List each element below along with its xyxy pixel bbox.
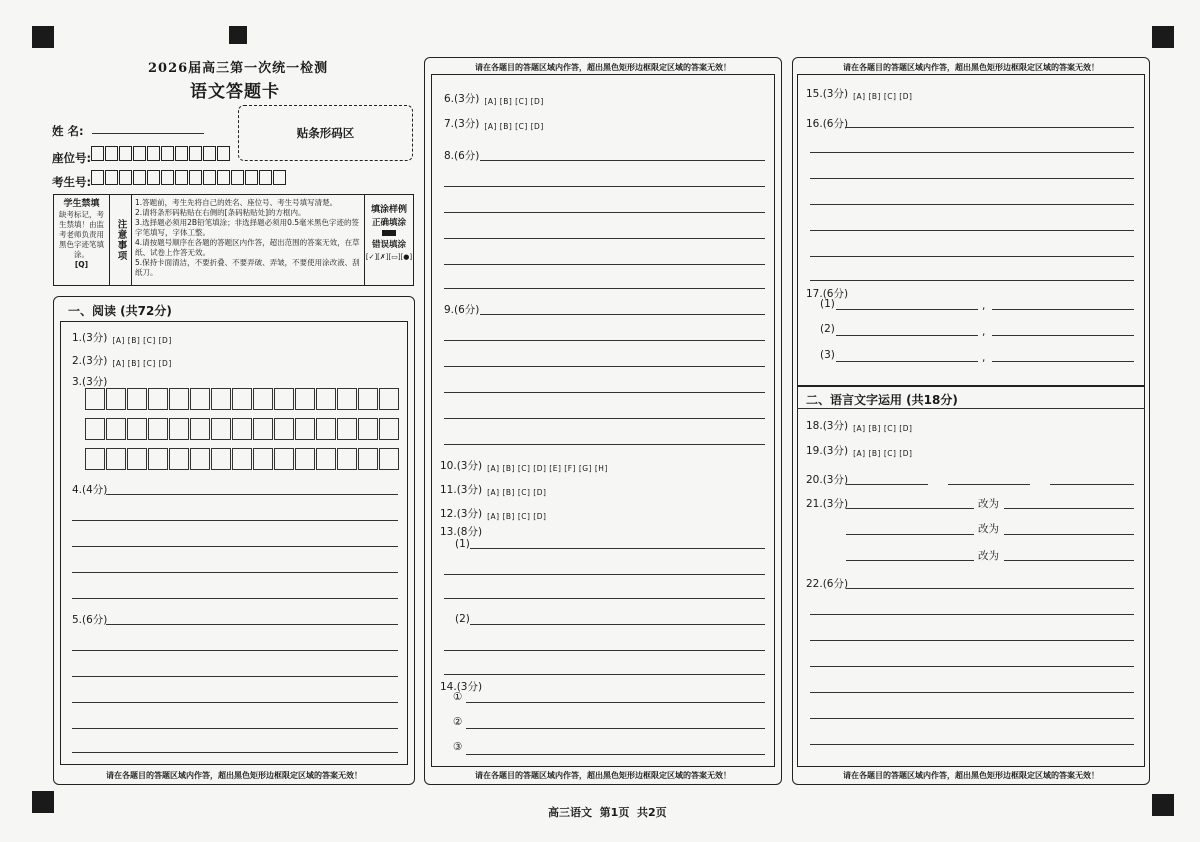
change-to-label: 改为 bbox=[978, 498, 999, 510]
answer-line[interactable] bbox=[466, 702, 765, 703]
answer-line[interactable] bbox=[72, 520, 398, 521]
sub-question-label: (2) bbox=[455, 613, 470, 625]
answer-line[interactable] bbox=[444, 574, 765, 575]
question-14-part-3 bbox=[453, 741, 462, 753]
question-13 bbox=[440, 524, 482, 539]
question-label: 21.(3分) bbox=[806, 498, 849, 510]
answer-line[interactable] bbox=[846, 588, 1134, 589]
question-9 bbox=[444, 302, 479, 317]
question-22 bbox=[806, 576, 848, 591]
rules-box bbox=[53, 194, 414, 286]
answer-line[interactable] bbox=[72, 650, 398, 651]
answer-line[interactable] bbox=[466, 728, 765, 729]
answer-line[interactable] bbox=[846, 508, 974, 509]
choice-options[interactable]: [A] [B] [C] [D] bbox=[484, 122, 544, 131]
question-11 bbox=[440, 482, 546, 497]
question-label: 17.(6分) bbox=[806, 288, 849, 300]
notice-item: 3.选择题必须用2B铅笔填涂；非选择题必须用0.5毫米黑色字迹的签字笔填写，字体工整。 bbox=[135, 218, 359, 237]
answer-line[interactable] bbox=[444, 264, 765, 265]
notice-item: 5.保持卡面清洁，不要折叠、不要弄破、弄皱，不要使用涂改液、刮纸刀。 bbox=[135, 258, 360, 277]
choice-options[interactable]: [A] [B] [C] [D] bbox=[853, 424, 913, 433]
answer-line[interactable] bbox=[444, 366, 765, 367]
answer-line[interactable] bbox=[466, 754, 765, 755]
answer-line[interactable] bbox=[444, 418, 765, 419]
choice-options[interactable]: [A] [B] [C] [D] [E] [F] [G] [H] bbox=[487, 464, 608, 473]
choice-options[interactable]: [A] [B] [C] [D] bbox=[853, 449, 913, 458]
answer-line[interactable] bbox=[72, 752, 398, 753]
fill-sample-cell bbox=[364, 195, 413, 285]
top-notice: 请在各题目的答题区域内作答，超出黑色矩形边框限定区域的答案无效！ bbox=[475, 63, 731, 72]
section2-title: 二、语言文字运用 (共18分) bbox=[806, 393, 958, 407]
column2-panel bbox=[424, 57, 782, 785]
question-label: 9.(6分) bbox=[444, 304, 480, 316]
answer-line[interactable] bbox=[72, 546, 398, 547]
answer-line[interactable] bbox=[444, 212, 765, 213]
card-title: 语文答题卡 bbox=[190, 82, 280, 102]
answer-line[interactable] bbox=[444, 340, 765, 341]
registration-marker bbox=[32, 26, 54, 48]
question-label: 19.(3分) bbox=[806, 445, 849, 457]
sub-question-label: (1) bbox=[455, 538, 470, 550]
sub-question-label: ① bbox=[453, 691, 463, 703]
seat-number-boxes[interactable] bbox=[91, 146, 231, 161]
answer-line[interactable] bbox=[72, 676, 398, 677]
choice-options[interactable]: [A] [B] [C] [D] bbox=[487, 488, 547, 497]
exam-number-boxes[interactable] bbox=[91, 170, 287, 185]
question-13-part-1 bbox=[455, 538, 470, 550]
registration-marker bbox=[1152, 794, 1174, 816]
absent-mark[interactable]: [Q] bbox=[74, 260, 89, 269]
question-5 bbox=[72, 612, 107, 627]
column2-answer-area bbox=[431, 74, 775, 767]
comma-separator: , bbox=[982, 352, 986, 364]
answer-line[interactable] bbox=[106, 494, 398, 495]
change-to-label: 改为 bbox=[978, 523, 999, 535]
question-16 bbox=[806, 116, 848, 131]
answer-line[interactable] bbox=[72, 702, 398, 703]
question-label: 8.(6分) bbox=[444, 150, 480, 162]
question-18 bbox=[806, 418, 912, 433]
wrong-fill-label: 错误填涂 bbox=[371, 240, 406, 250]
notice-item: 4.请按题号顺序在各题的答题区内作答，超出范围的答案无效，在草纸、试卷上作答无效。 bbox=[135, 238, 360, 257]
question-label: 16.(6分) bbox=[806, 118, 849, 130]
answer-line[interactable] bbox=[845, 127, 1134, 128]
answer-line[interactable] bbox=[846, 534, 974, 535]
comma bbox=[982, 326, 985, 338]
question-label: 12.(3分) bbox=[440, 508, 483, 520]
answer-line[interactable] bbox=[846, 560, 974, 561]
bottom-notice: 请在各题目的答题区域内作答，超出黑色矩形边框限定区域的答案无效！ bbox=[843, 771, 1099, 780]
question-label: 13.(8分) bbox=[440, 526, 483, 538]
top-notice: 请在各题目的答题区域内作答，超出黑色矩形边框限定区域的答案无效！ bbox=[843, 63, 1099, 72]
question-21 bbox=[806, 496, 848, 511]
question-label: 14.(3分) bbox=[440, 681, 483, 693]
registration-marker bbox=[229, 26, 247, 44]
question-4 bbox=[72, 482, 107, 497]
question-label: 7.(3分) bbox=[444, 118, 480, 130]
question-3 bbox=[72, 374, 107, 389]
registration-marker bbox=[1152, 26, 1174, 48]
question-label: 3.(3分) bbox=[72, 376, 108, 388]
question-15 bbox=[806, 86, 912, 101]
question-12 bbox=[440, 506, 546, 521]
answer-line[interactable] bbox=[810, 744, 1134, 745]
answer-line[interactable] bbox=[836, 361, 978, 362]
question-17-part-3 bbox=[820, 349, 835, 361]
sub-question-label: (2) bbox=[820, 323, 835, 335]
answer-line[interactable] bbox=[992, 309, 1134, 310]
question-14-part-2 bbox=[453, 716, 462, 728]
sub-question-label: ③ bbox=[453, 741, 463, 753]
answer-line[interactable] bbox=[72, 728, 398, 729]
answer-line[interactable] bbox=[444, 444, 765, 445]
barcode-area-label: 贴条形码区 bbox=[296, 126, 355, 140]
sub-question-label: ② bbox=[453, 716, 463, 728]
answer-line[interactable] bbox=[1004, 508, 1134, 509]
name-label: 姓 名: bbox=[52, 124, 84, 138]
answer-line[interactable] bbox=[836, 309, 978, 310]
name-field[interactable] bbox=[92, 133, 204, 134]
choice-options[interactable]: [A] [B] [C] [D] bbox=[484, 97, 544, 106]
section1-panel bbox=[53, 296, 415, 785]
exam-title: 2026届高三第一次统一检测 bbox=[148, 61, 329, 76]
question-17-part-2 bbox=[820, 323, 835, 335]
question-label: 5.(6分) bbox=[72, 614, 108, 626]
answer-line[interactable] bbox=[810, 280, 1134, 281]
answer-line[interactable] bbox=[1004, 560, 1134, 561]
answer-line[interactable] bbox=[948, 484, 1030, 485]
question-19 bbox=[806, 443, 912, 458]
question-label: 20.(3分) bbox=[806, 474, 849, 486]
question-label: 10.(3分) bbox=[440, 460, 483, 472]
answer-line[interactable] bbox=[444, 650, 765, 651]
answer-line[interactable] bbox=[106, 624, 398, 625]
page-footer: 高三语文 第1页 共2页 bbox=[548, 806, 667, 819]
answer-line[interactable] bbox=[1004, 534, 1134, 535]
question-17-part-1 bbox=[820, 298, 835, 310]
answer-line[interactable] bbox=[444, 674, 765, 675]
answer-line[interactable] bbox=[810, 718, 1134, 719]
answer-line[interactable] bbox=[810, 666, 1134, 667]
comma-separator: , bbox=[982, 326, 986, 338]
comma bbox=[982, 300, 985, 312]
answer-line[interactable] bbox=[846, 484, 928, 485]
correct-fill-sample bbox=[382, 230, 396, 236]
question-label: 18.(3分) bbox=[806, 420, 849, 432]
character-grid-row[interactable] bbox=[85, 388, 400, 410]
registration-marker bbox=[32, 791, 54, 813]
notice-items bbox=[135, 198, 363, 278]
answer-line[interactable] bbox=[810, 178, 1134, 179]
question-20 bbox=[806, 472, 848, 487]
question-label: 4.(4分) bbox=[72, 484, 108, 496]
notice-item: 2.请将条形码粘贴在右侧的[条码粘贴处]的方框内。 bbox=[135, 208, 306, 217]
question-2 bbox=[72, 353, 172, 368]
answer-line[interactable] bbox=[810, 230, 1134, 231]
section2-divider bbox=[797, 408, 1145, 409]
answer-line[interactable] bbox=[444, 238, 765, 239]
answer-line[interactable] bbox=[72, 572, 398, 573]
answer-line[interactable] bbox=[810, 640, 1134, 641]
choice-options[interactable]: [A] [B] [C] [D] bbox=[487, 512, 547, 521]
notice-title-cell bbox=[110, 195, 132, 285]
comma bbox=[982, 352, 985, 364]
answer-line[interactable] bbox=[992, 361, 1134, 362]
answer-line[interactable] bbox=[1050, 484, 1134, 485]
character-grid-row[interactable] bbox=[85, 418, 400, 440]
student-ban-text: 缺考标记，考生禁填！由监考老师负责用黑色字迹笔填涂。 bbox=[59, 210, 104, 259]
answer-line[interactable] bbox=[470, 624, 765, 625]
wrong-fill-samples: [✓][✗][▭][●] bbox=[365, 253, 413, 261]
exam-number-label: 考生号: bbox=[52, 175, 92, 189]
question-label: 2.(3分) bbox=[72, 355, 108, 367]
character-grid-row[interactable] bbox=[85, 448, 400, 470]
sub-question-label: (1) bbox=[820, 298, 835, 310]
answer-line[interactable] bbox=[836, 335, 978, 336]
answer-line[interactable] bbox=[810, 256, 1134, 257]
answer-line[interactable] bbox=[444, 288, 765, 289]
answer-line[interactable] bbox=[810, 152, 1134, 153]
answer-line[interactable] bbox=[480, 314, 765, 315]
question-6 bbox=[444, 91, 544, 106]
question-1 bbox=[72, 330, 172, 345]
question-7 bbox=[444, 116, 544, 131]
question-label: 6.(3分) bbox=[444, 93, 480, 105]
section1-title: 一、阅读 (共72分) bbox=[68, 304, 172, 318]
barcode-area bbox=[238, 105, 413, 161]
change-to-label: 改为 bbox=[978, 550, 999, 562]
answer-line[interactable] bbox=[810, 614, 1134, 615]
answer-line[interactable] bbox=[810, 692, 1134, 693]
student-ban-title: 学生禁填 bbox=[63, 199, 100, 209]
choice-options[interactable]: [A] [B] [C] [D] bbox=[112, 336, 172, 345]
choice-options[interactable]: [A] [B] [C] [D] bbox=[112, 359, 172, 368]
question-label: 22.(6分) bbox=[806, 578, 849, 590]
answer-line[interactable] bbox=[992, 335, 1134, 336]
notice-title: 注意事项 bbox=[115, 219, 127, 261]
answer-line[interactable] bbox=[810, 204, 1134, 205]
question-14-part-1 bbox=[453, 691, 462, 703]
seat-label: 座位号: bbox=[52, 151, 92, 165]
choice-options[interactable]: [A] [B] [C] [D] bbox=[853, 92, 913, 101]
question-8 bbox=[444, 148, 479, 163]
notice-item: 1.答题前，考生先将自己的姓名、座位号、考生号填写清楚。 bbox=[135, 198, 338, 207]
question-13-part-2 bbox=[455, 613, 470, 625]
student-ban-cell bbox=[54, 195, 110, 285]
answer-line[interactable] bbox=[480, 160, 765, 161]
bottom-notice: 请在各题目的答题区域内作答，超出黑色矩形边框限定区域的答案无效！ bbox=[475, 771, 731, 780]
answer-line[interactable] bbox=[72, 598, 398, 599]
answer-line[interactable] bbox=[444, 598, 765, 599]
fill-sample-title: 填涂样例 bbox=[370, 205, 407, 215]
question-label: 15.(3分) bbox=[806, 88, 849, 100]
correct-fill-label: 正确填涂 bbox=[371, 218, 406, 228]
sub-question-label: (3) bbox=[820, 349, 835, 361]
answer-line[interactable] bbox=[470, 548, 765, 549]
answer-line[interactable] bbox=[444, 186, 765, 187]
answer-line[interactable] bbox=[444, 392, 765, 393]
question-label: 1.(3分) bbox=[72, 332, 108, 344]
comma-separator: , bbox=[982, 300, 986, 312]
question-10 bbox=[440, 458, 608, 473]
question-label: 11.(3分) bbox=[440, 484, 483, 496]
bottom-notice: 请在各题目的答题区域内作答，超出黑色矩形边框限定区域的答案无效！ bbox=[106, 771, 362, 780]
